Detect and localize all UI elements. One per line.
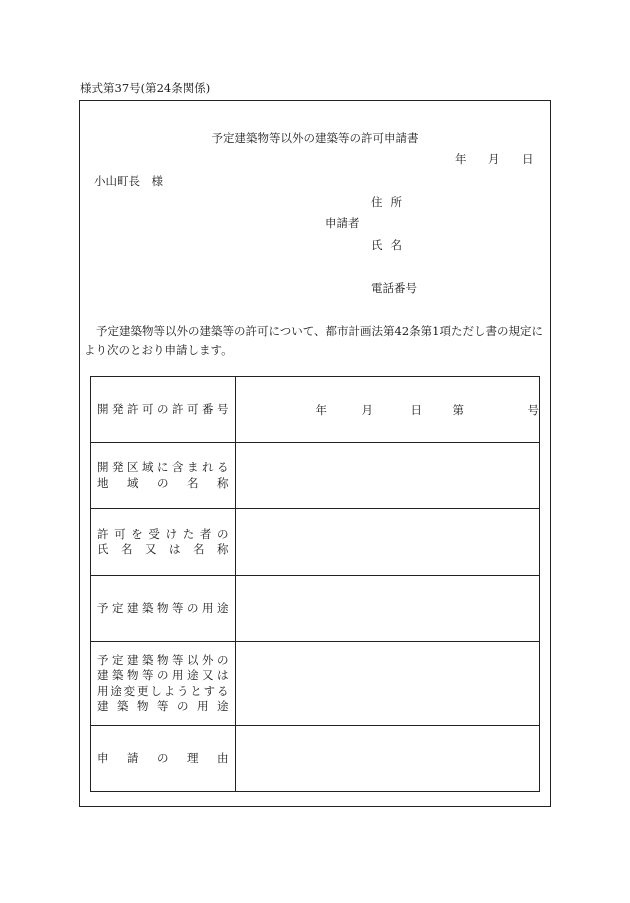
- application-table: [90, 376, 540, 792]
- label-char: 含: [172, 460, 184, 474]
- label-char: 開: [97, 460, 109, 474]
- label-development-area-line2: [97, 476, 229, 492]
- table-row-permit-number: [91, 377, 540, 443]
- label-char: の: [187, 600, 199, 615]
- label-development-area-line1: [97, 460, 229, 476]
- label-other-use-line3: [97, 684, 229, 700]
- label-char: 用: [97, 683, 109, 698]
- label-cell: [91, 377, 236, 443]
- label-char: し: [150, 683, 162, 698]
- label-char: 用: [172, 668, 184, 682]
- label-cell: [91, 576, 236, 642]
- table-row-development-area: [91, 443, 540, 509]
- label-char: は: [169, 542, 181, 556]
- label-cell: [91, 642, 236, 726]
- label-char: 築: [142, 600, 154, 615]
- label-char: 更: [136, 683, 149, 698]
- label-char: 途: [217, 600, 229, 615]
- label-char: る: [217, 460, 229, 474]
- label-char: う: [176, 683, 189, 698]
- label-char: 可: [187, 401, 199, 416]
- label-char: の: [157, 475, 169, 490]
- label-permit-holder-line1: [97, 527, 229, 543]
- permit-number-value-cell[interactable]: [235, 377, 540, 443]
- label-char: 途: [110, 683, 122, 698]
- label-char: 由: [217, 750, 229, 765]
- label-char: ま: [187, 460, 199, 474]
- label-char: 予: [97, 652, 109, 667]
- label-char: と: [190, 683, 202, 698]
- label-char: は: [217, 668, 229, 682]
- label-char: を: [131, 526, 143, 541]
- label-char: に: [157, 460, 169, 474]
- label-char: 途: [217, 699, 229, 713]
- label-other-use-line2: [97, 668, 229, 684]
- label-char: 予: [97, 600, 109, 615]
- development-area-value-cell[interactable]: [235, 443, 540, 509]
- label-char: の: [157, 401, 169, 416]
- label-char: 等: [172, 600, 184, 615]
- label-char: 外: [202, 652, 214, 667]
- label-char: 途: [187, 668, 199, 682]
- label-cell: [91, 509, 236, 576]
- permit-dai-label: 第: [452, 402, 464, 417]
- label-cell: [91, 443, 236, 509]
- label-char: 又: [202, 668, 214, 682]
- label-char: の: [217, 652, 229, 667]
- phone-label: 電話番号: [371, 281, 417, 295]
- applicant-label: 申請者: [325, 216, 360, 230]
- label-char: る: [216, 683, 229, 698]
- label-char: 名: [187, 475, 199, 490]
- label-char: 等: [157, 699, 169, 713]
- label-char: の: [157, 668, 169, 682]
- label-char: 建: [127, 600, 139, 615]
- label-char: 建: [97, 699, 109, 713]
- label-char: 築: [117, 699, 129, 713]
- label-char: 申: [97, 750, 109, 765]
- label-char: 定: [112, 600, 124, 615]
- label-char: 区: [127, 460, 139, 474]
- label-char: 以: [187, 652, 199, 667]
- label-char: 地: [97, 475, 109, 490]
- label-char: 許: [127, 401, 139, 416]
- label-char: の: [157, 750, 169, 765]
- table-row-planned-use: [91, 576, 540, 642]
- label-reason: [97, 751, 229, 767]
- table-row-permit-holder: [91, 509, 540, 576]
- label-char: 物: [137, 699, 149, 713]
- other-use-value-cell[interactable]: [235, 642, 540, 726]
- label-char: よ: [163, 683, 176, 698]
- label-char: 発: [112, 460, 124, 474]
- label-other-use-line4: [97, 699, 229, 715]
- label-other-use-line1: [97, 653, 229, 669]
- application-statement: 予定建築物等以外の建築等の許可について、都市計画法第42条第1項ただし書の規定により次のとおり申請します。: [84, 324, 543, 357]
- label-char: 可: [142, 401, 154, 416]
- label-char: の: [216, 526, 229, 541]
- label-char: 開: [97, 401, 109, 416]
- label-char: 建: [127, 652, 139, 667]
- address-label: 住所: [371, 195, 410, 209]
- label-char: 物: [157, 652, 169, 667]
- label-char: れ: [202, 460, 214, 474]
- form-number: 様式第37号(第24条関係): [80, 81, 211, 95]
- permit-go-label: 号: [527, 402, 539, 417]
- permit-holder-value-cell[interactable]: [235, 509, 540, 576]
- label-char: 建: [97, 668, 109, 682]
- label-char: 氏: [97, 542, 109, 556]
- label-char: 用: [197, 699, 209, 713]
- label-permit-number: [97, 402, 229, 418]
- label-char: 称: [217, 475, 229, 490]
- label-char: 可: [114, 526, 126, 541]
- label-char: 築: [112, 668, 124, 682]
- addressee: 小山町長 様: [94, 174, 163, 188]
- label-char: け: [165, 526, 178, 541]
- permit-month-label: 月: [361, 402, 373, 417]
- table-row-other-use: [91, 642, 540, 726]
- label-char: 番: [202, 401, 214, 416]
- label-char: 又: [145, 542, 157, 556]
- label-char: 名: [193, 542, 205, 556]
- date-day-label: 日: [522, 152, 534, 166]
- label-char: 号: [217, 401, 229, 416]
- label-char: 域: [127, 475, 139, 490]
- date-month-label: 月: [488, 152, 500, 166]
- label-char: 名: [121, 542, 133, 556]
- label-char: 築: [142, 652, 154, 667]
- permit-year-label: 年: [315, 402, 327, 417]
- form-title: 予定建築物等以外の建築等の許可申請書: [211, 131, 419, 145]
- permit-number-value: [236, 402, 540, 418]
- label-char: 等: [142, 668, 154, 682]
- permit-day-label: 日: [410, 402, 422, 417]
- label-char: 域: [142, 460, 154, 474]
- label-char: 物: [157, 600, 169, 615]
- label-char: 変: [123, 683, 136, 698]
- label-char: た: [182, 526, 195, 541]
- label-char: 等: [172, 652, 184, 667]
- name-label: 氏名: [371, 238, 410, 252]
- label-char: 受: [148, 526, 160, 541]
- label-char: 許: [172, 401, 184, 416]
- label-char: 物: [127, 668, 139, 682]
- label-char: 理: [187, 750, 199, 765]
- label-permit-holder-line2: [97, 542, 229, 558]
- label-char: 発: [112, 401, 124, 416]
- label-planned-use: [97, 601, 229, 617]
- label-char: す: [203, 683, 216, 698]
- date-year-label: 年: [455, 152, 467, 166]
- label-char: 称: [217, 542, 229, 556]
- planned-use-value-cell[interactable]: [235, 576, 540, 642]
- label-char: 定: [112, 652, 124, 667]
- table-row-reason: [91, 726, 540, 792]
- label-cell: [91, 726, 236, 792]
- reason-value-cell[interactable]: [235, 726, 540, 792]
- label-char: 許: [97, 526, 109, 541]
- label-char: 請: [127, 750, 139, 765]
- label-char: の: [177, 699, 189, 713]
- label-char: 者: [199, 526, 212, 541]
- label-char: 用: [202, 600, 214, 615]
